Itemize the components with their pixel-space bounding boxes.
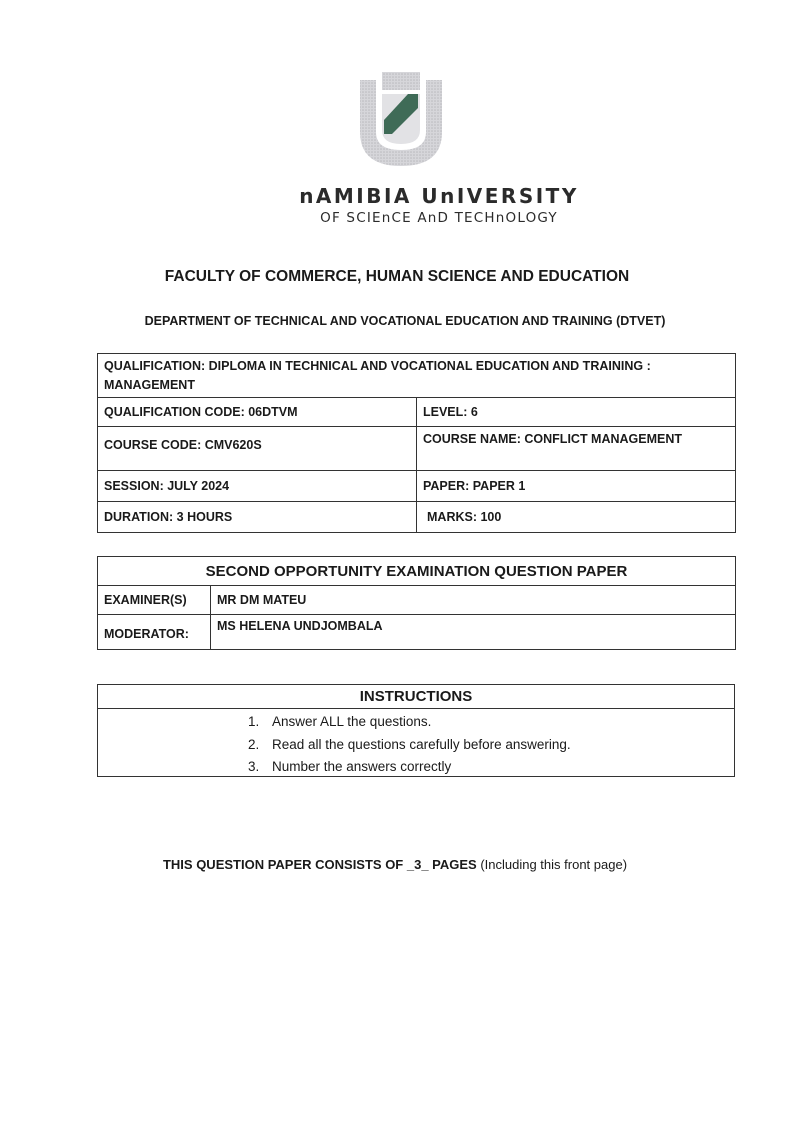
page-count-suffix: (Including this front page) bbox=[476, 857, 628, 872]
instruction-number: 2. bbox=[248, 736, 260, 752]
moderator-label: MODERATOR: bbox=[98, 615, 211, 650]
instruction-item bbox=[248, 734, 571, 757]
course-name-cell: COURSE NAME: CONFLICT MANAGEMENT bbox=[417, 427, 736, 471]
instruction-item bbox=[248, 711, 571, 734]
university-logo bbox=[356, 70, 446, 168]
examination-title: SECOND OPPORTUNITY EXAMINATION QUESTION PAPER bbox=[98, 557, 736, 586]
level-cell: LEVEL: 6 bbox=[417, 398, 736, 427]
instruction-number: 3. bbox=[248, 759, 260, 774]
instruction-text: Read all the questions carefully before answering. bbox=[272, 736, 571, 752]
logo-shield-top bbox=[382, 72, 420, 90]
duration-cell: DURATION: 3 HOURS bbox=[98, 502, 417, 533]
instruction-text: Answer ALL the questions. bbox=[272, 714, 432, 729]
course-code-cell: COURSE CODE: CMV620S bbox=[98, 427, 417, 471]
course-details-table bbox=[97, 353, 736, 533]
examination-table bbox=[97, 556, 736, 650]
page-count-bold: THIS QUESTION PAPER CONSISTS OF _3_ PAGES bbox=[162, 857, 477, 872]
university-subtitle: OF SCIEnCE AnD TECHnOLOGY bbox=[320, 210, 558, 226]
instructions-list bbox=[248, 711, 571, 779]
paper-cell: PAPER: PAPER 1 bbox=[417, 471, 736, 502]
page-count-note bbox=[0, 857, 790, 872]
moderator-value: MS HELENA UNDJOMBALA bbox=[211, 615, 736, 650]
faculty-heading: FACULTY OF COMMERCE, HUMAN SCIENCE AND EDUCATION bbox=[164, 268, 630, 285]
instructions-box bbox=[97, 684, 735, 777]
examiner-value: MR DM MATEU bbox=[211, 586, 736, 615]
instruction-number: 1. bbox=[248, 714, 260, 729]
marks-cell: MARKS: 100 bbox=[417, 502, 736, 533]
university-name: nAMIBIA UnIVERSITY bbox=[299, 184, 579, 208]
instructions-title: INSTRUCTIONS bbox=[98, 685, 734, 709]
session-cell: SESSION: JULY 2024 bbox=[98, 471, 417, 502]
qualification-cell: QUALIFICATION: DIPLOMA IN TECHNICAL AND VOCATIONAL EDUCATION AND TRAINING : MANAGEMENT bbox=[98, 354, 736, 398]
department-heading: DEPARTMENT OF TECHNICAL AND VOCATIONAL EDUCATION AND TRAINING (DTVET) bbox=[144, 314, 666, 328]
instruction-text: Number the answers correctly bbox=[272, 759, 452, 774]
qualification-code-cell: QUALIFICATION CODE: 06DTVM bbox=[98, 398, 417, 427]
instruction-item bbox=[248, 756, 571, 779]
examiner-label: EXAMINER(S) bbox=[98, 586, 211, 615]
